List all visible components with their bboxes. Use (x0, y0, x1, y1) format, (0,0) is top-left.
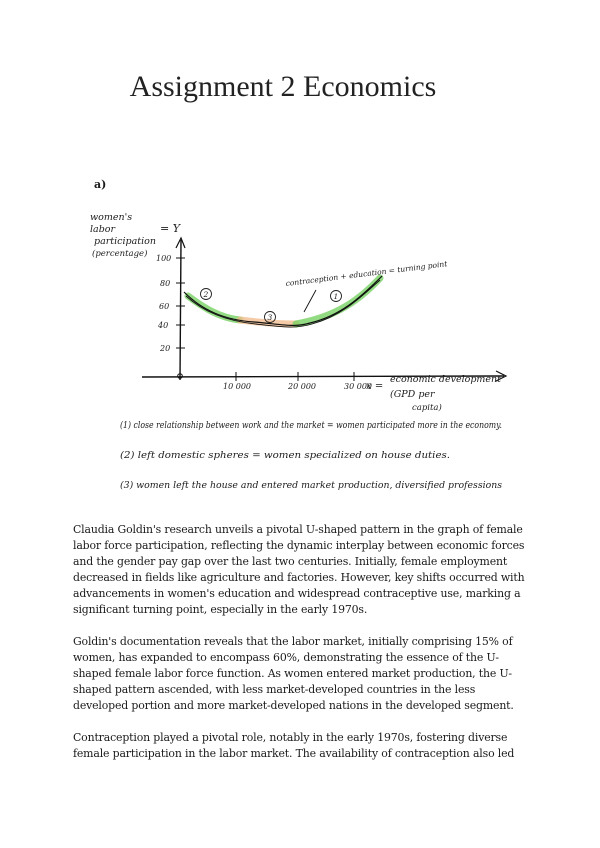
hand-drawn-graph (84, 196, 534, 514)
x-symbol: x = (366, 381, 384, 392)
x-axis-label-line-3: capita) (412, 403, 442, 413)
marker-3-label: 3 (267, 313, 273, 322)
y-tick-40: 40 (158, 321, 169, 330)
marker-1-label: 1 (333, 292, 339, 301)
y-tick-80: 80 (160, 279, 171, 288)
x-tick-10000: 10 000 (223, 382, 251, 391)
marker-3 (265, 312, 276, 323)
marker-2-label: 2 (203, 290, 209, 299)
y-tick-60: 60 (159, 302, 170, 311)
paragraph-3: Contraception played a pivotal role, notably in the early 1970s, fostering diverse female participation in the labor market. The availability of contraception also led (73, 731, 515, 760)
y-axis-label-line-2: labor (90, 224, 116, 235)
page-title: Assignment 2 Economics (129, 70, 437, 103)
y-tick-20: 20 (160, 344, 171, 353)
note-1: (1) close relationship between work and the market = women participated more in the economy. (120, 420, 502, 431)
note-3: (3) women left the house and entered market production, diversified professions (120, 480, 503, 491)
x-tick-30000: 30 000 (344, 382, 372, 391)
y-axis-label-line-4: (percentage) (92, 249, 148, 259)
x-tick-20000: 20 000 (288, 382, 316, 391)
y-axis-label-line-1: women's (90, 212, 133, 223)
annotation-turning-point: contraception + education = turning point (285, 259, 448, 288)
y-tick-100: 100 (156, 254, 172, 263)
paragraph-2: Goldin's documentation reveals that the labor market, initially comprising 15% of women, has expanded to encompass 60%, demonstrating the essence of the U-shaped female labor force function. As women entered market production, the U-shaped pattern ascended, with less market-developed countries in the less developed portion and more market-developed nations in the developed segment. (73, 635, 514, 712)
x-axis-label-line-2: (GPD per (390, 389, 435, 400)
body-text (73, 522, 533, 778)
marker-1 (331, 291, 342, 302)
marker-2 (201, 289, 212, 300)
paragraph-1: Claudia Goldin's research unveils a pivotal U-shaped pattern in the graph of female labor force participation, reflecting the dynamic interplay between economic forces and the gender pay gap over the last two centuries. Initially, female employment decreased in fields like agriculture and factories. However, key shifts occurred with advancements in women's education and widespread contraceptive use, marking a significant turning point, especially in the early 1970s. (73, 523, 525, 616)
y-symbol: = Y (160, 222, 180, 235)
x-axis-label-line-1: economic development (390, 374, 501, 385)
y-axis-label-line-3: participation (94, 236, 156, 247)
annotation-arrow-icon (304, 290, 316, 312)
part-label: a) (94, 178, 107, 191)
y-axis-line (180, 240, 181, 380)
green-highlight-left (188, 296, 240, 320)
note-2: (2) left domestic spheres = women specialized on house duties. (120, 450, 450, 461)
